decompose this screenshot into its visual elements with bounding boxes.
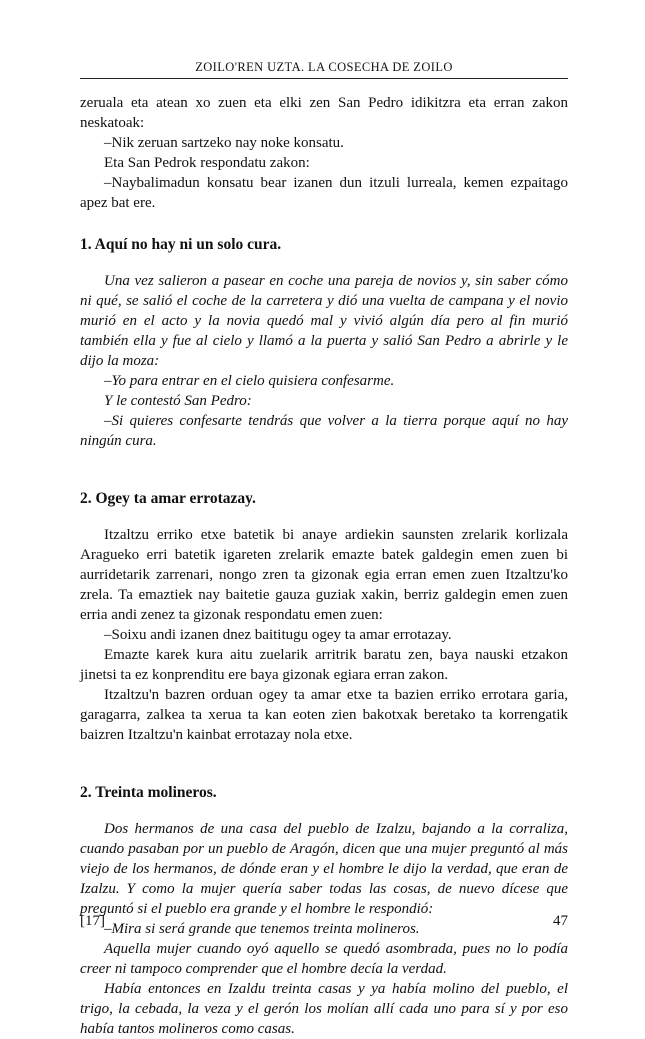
intro-block [80,93,568,213]
intro-paragraph: –Nik zeruan sartzeko nay noke konsatu. [104,135,344,151]
section-paragraph: –Soixu andi izanen dnez baititugu ogey ta amar errotazay. [104,627,452,643]
intro-paragraph: –Naybalimadun konsatu bear izanen dun itzuli lurreala, kemen ezpaitago apez bat ere. [80,175,568,211]
section-paragraph: Itzaltzu'n bazren orduan ogey ta amar etxe ta bazien erriko errotara garia, garagarra, zalkea ta xerua ta kan eoten zien bakotxak beretako ta korrengatik baizren Itzaltzu'n kainbat errotazay nola etxe. [80,687,568,743]
intro-paragraph: Eta San Pedrok respondatu zakon: [104,155,310,171]
section-paragraph: Había entonces en Izaldu treinta casas y ya había molino del pueblo, el trigo, la cebada, la veza y el gerón los molían allí cada uno para sí y por eso había tantos molineros como casas. [80,981,568,1037]
page-number: 47 [553,913,568,929]
intro-paragraph: zeruala eta atean xo zuen eta elki zen San Pedro idikitzra eta erran zakon neskatoak: [80,95,568,131]
footer-reference: [17] [80,913,105,929]
section-paragraph: Una vez salieron a pasear en coche una pareja de novios y, sin saber cómo ni qué, se salió el coche de la carretera y dió una vuelta de campana y el novio murió en el acto y la novia quedó mal y vivió algún día pero al fin murió también ella y fue al cielo y llamó a la puerta y salió San Pedro a abrirle y le dijo la moza: [80,273,568,369]
section-paragraph: Aquella mujer cuando oyó aquello se quedó asombrada, pues no lo podía creer ni tampoco comprender que el hombre decía la verdad. [80,941,568,977]
section-3 [80,783,568,1039]
page-content [80,60,568,1039]
section-paragraph: Itzaltzu erriko etxe batetik bi anaye ardiekin saunsten zrelarik korlizala Aragueko erri batetik igareten zrelarik emazte batek galdegin emen zuen bi aurridetarik zarrenari, nongo zren ta gizonak egia erran emen zuen Itzaltzu'ko zrela. Ta emaztiek nay baitetie gauza guziak xakin, berriz galdegin emen zuen erria andi zenez ta gizonak respondatu emen zuen: [80,527,568,623]
section-paragraph: –Yo para entrar en el cielo quisiera confesarme. [104,373,395,389]
section-heading: 2. Treinta molineros. [80,784,217,801]
section-paragraph: Dos hermanos de una casa del pueblo de Izalzu, bajando a la corraliza, cuando pasaban por un pueblo de Aragón, dicen que una mujer preguntó al más viejo de los hermanos, de dónde eran y el hombre le dijo la verdad, que eran de Izalzu. Y como la mujer quería saber todas las cosas, de nuevo dícese que preguntó si el pueblo era grande y el hombre le respondió: [80,821,568,917]
section-paragraph: –Si quieres confesarte tendrás que volver a la tierra porque aquí no hay ningún cura. [80,413,568,449]
section-paragraph: Y le contestó San Pedro: [104,393,252,409]
section-heading: 2. Ogey ta amar errotazay. [80,490,256,507]
running-head: ZOILO'REN UZTA. LA COSECHA DE ZOILO [80,60,568,79]
section-2 [80,489,568,745]
section-1 [80,235,568,451]
section-heading: 1. Aquí no hay ni un solo cura. [80,236,282,253]
section-paragraph: –Mira si será grande que tenemos treinta molineros. [104,921,420,937]
section-paragraph: Emazte karek kura aitu zuelarik arritrik baratu zen, baya nauski etzakon jinetsi ta ez konprenditu ere baya gizonak egiara erran zakon. [80,647,568,683]
